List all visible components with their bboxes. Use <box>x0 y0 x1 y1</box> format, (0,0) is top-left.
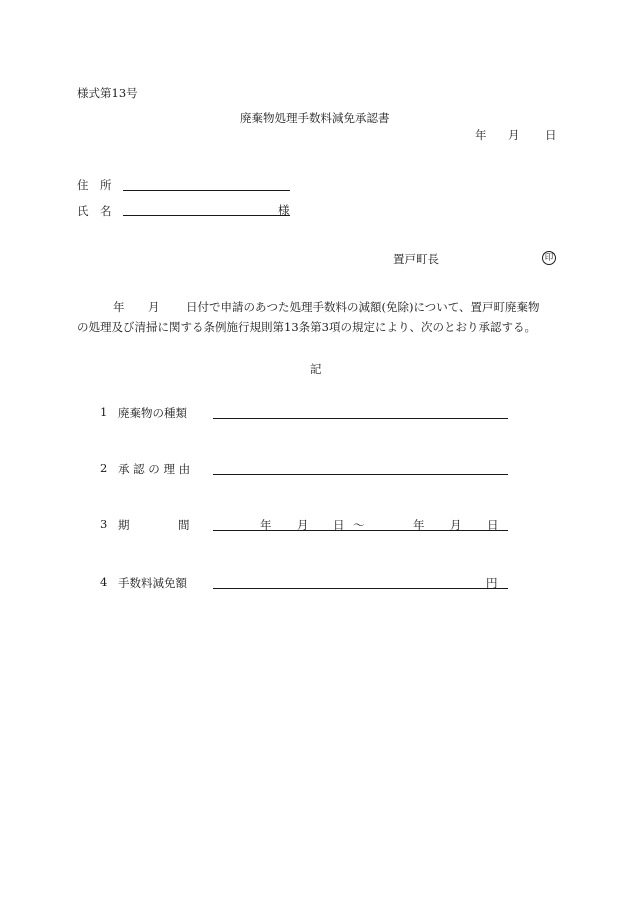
body-line-2: の処理及び清掃に関する条例施行規則第13条第3項の規定により、次のとおり承認する。 <box>77 320 536 334</box>
date-day: 日 <box>545 128 557 142</box>
period-from-day: 日 <box>333 518 345 532</box>
item-4-label: 手数料減免額 <box>118 576 187 590</box>
item-1-underline <box>213 418 508 419</box>
address-label-1: 住 <box>77 178 89 192</box>
item-2-number: 2 <box>100 461 108 475</box>
honorific-sama: 様 <box>278 203 290 217</box>
item-2-underline <box>213 474 508 475</box>
document-title: 廃棄物処理手数料減免承認書 <box>240 111 390 125</box>
issuer-title: 置戸町長 <box>393 252 439 266</box>
date-year: 年 <box>475 128 487 142</box>
name-underline <box>123 215 290 216</box>
ki-heading: 記 <box>310 362 322 376</box>
name-label-2: 名 <box>100 204 112 218</box>
item-3-label-2: 間 <box>178 518 190 532</box>
form-number: 様式第13号 <box>77 86 138 100</box>
period-from-year: 年 <box>260 518 272 532</box>
yen-unit: 円 <box>486 576 498 590</box>
period-to-year: 年 <box>413 518 425 532</box>
address-label-2: 所 <box>100 178 112 192</box>
body-year: 年 <box>113 300 125 314</box>
body-line-1: 日付で申請のあつた処理手数料の減額(免除)について、置戸町廃棄物 <box>186 300 540 314</box>
period-tilde: ～ <box>353 518 365 532</box>
item-3-underline <box>213 530 508 531</box>
item-3-number: 3 <box>100 517 108 531</box>
item-4-number: 4 <box>100 575 108 589</box>
period-from-month: 月 <box>297 518 309 532</box>
item-4-underline <box>213 588 508 589</box>
item-1-label: 廃棄物の種類 <box>118 406 187 420</box>
period-to-month: 月 <box>450 518 462 532</box>
name-label-1: 氏 <box>77 204 89 218</box>
item-2-label: 承 認 の 理 由 <box>118 462 191 476</box>
seal-mark-icon: 印 <box>542 251 556 265</box>
period-to-day: 日 <box>487 518 499 532</box>
body-month: 月 <box>148 300 160 314</box>
date-month: 月 <box>508 128 520 142</box>
address-underline <box>123 190 290 191</box>
item-1-number: 1 <box>100 405 108 419</box>
item-3-label-1: 期 <box>118 518 130 532</box>
